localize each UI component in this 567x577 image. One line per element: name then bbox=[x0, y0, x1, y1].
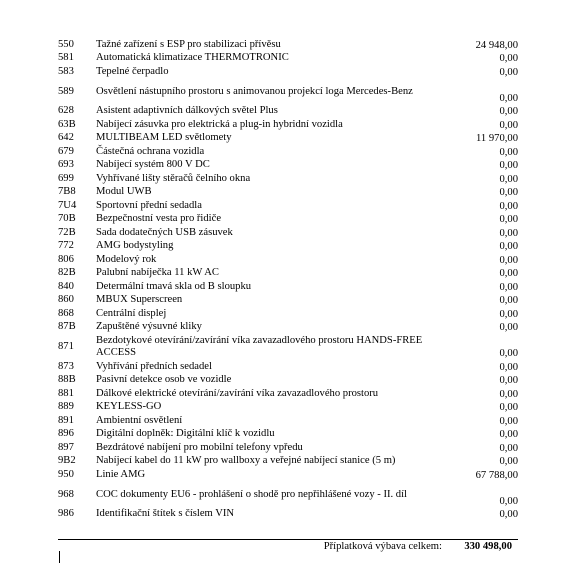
option-code: 550 bbox=[58, 38, 74, 50]
option-description: KEYLESS-GO bbox=[96, 401, 162, 413]
option-code: 581 bbox=[58, 52, 74, 64]
option-price: 0,00 bbox=[499, 281, 518, 293]
option-description: Digitální doplněk: Digitální klíč k vozidlu bbox=[96, 428, 275, 440]
table-row bbox=[58, 508, 518, 522]
table-row bbox=[58, 132, 518, 146]
option-code: 896 bbox=[58, 428, 74, 440]
option-description: Zapuštěné výsuvné kliky bbox=[96, 321, 202, 333]
option-code: 642 bbox=[58, 132, 74, 144]
table-row bbox=[58, 387, 518, 401]
total-row bbox=[58, 539, 518, 552]
option-price: 0,00 bbox=[499, 146, 518, 158]
option-code: 772 bbox=[58, 240, 74, 252]
option-price: 0,00 bbox=[499, 214, 518, 226]
option-price: 0,00 bbox=[499, 509, 518, 521]
option-description: Bezdotykové otevírání/zavírání víka zavazadlového prostoru HANDS-FREE ACCESS bbox=[96, 335, 423, 358]
table-row bbox=[58, 455, 518, 469]
option-code: 986 bbox=[58, 508, 74, 520]
option-description: Ambientní osvětlení bbox=[96, 414, 183, 426]
option-description: Tepelné čerpadlo bbox=[96, 65, 169, 77]
option-description: Bezpečnostní vesta pro řidiče bbox=[96, 213, 222, 225]
option-code: 589 bbox=[58, 85, 74, 97]
option-code: 88B bbox=[58, 374, 76, 386]
table-row bbox=[58, 145, 518, 159]
table-row bbox=[58, 213, 518, 227]
table-row bbox=[58, 360, 518, 374]
table-row bbox=[58, 441, 518, 455]
option-price: 0,00 bbox=[499, 53, 518, 65]
option-price: 0,00 bbox=[499, 361, 518, 373]
table-row bbox=[58, 414, 518, 428]
option-price: 0,00 bbox=[499, 388, 518, 400]
option-code: 881 bbox=[58, 387, 74, 399]
option-description: Modul UWB bbox=[96, 186, 152, 198]
table-row bbox=[58, 65, 518, 79]
option-description: Částečná ochrana vozidla bbox=[96, 145, 205, 157]
option-description: Sportovní přední sedadla bbox=[96, 199, 202, 211]
option-code: 950 bbox=[58, 468, 74, 480]
option-description: Palubní nabíječka 11 kW AC bbox=[96, 267, 219, 279]
table-row bbox=[58, 199, 518, 213]
option-description: Asistent adaptivních dálkových světel Plus bbox=[96, 105, 278, 117]
option-code: 82B bbox=[58, 267, 76, 279]
option-code: 9B2 bbox=[58, 455, 76, 467]
option-code: 72B bbox=[58, 226, 76, 238]
option-code: 871 bbox=[58, 341, 74, 353]
option-code: 7U4 bbox=[58, 199, 77, 211]
table-row bbox=[58, 38, 518, 52]
option-price: 0,00 bbox=[499, 402, 518, 414]
text-cursor bbox=[59, 551, 60, 563]
equipment-rows bbox=[58, 38, 518, 521]
option-description: Vyhřívané lišty stěračů čelního okna bbox=[96, 172, 251, 184]
option-price: 0,00 bbox=[499, 415, 518, 427]
option-description: Centrální displej bbox=[96, 307, 167, 319]
option-code: 87B bbox=[58, 321, 76, 333]
table-row bbox=[58, 240, 518, 254]
table-row bbox=[58, 374, 518, 388]
option-description: Dálkové elektrické otevírání/zavírání víka zavazadlového prostoru bbox=[96, 387, 379, 399]
option-description: Nabíjecí systém 800 V DC bbox=[96, 159, 210, 171]
table-row bbox=[58, 172, 518, 186]
option-code: 868 bbox=[58, 307, 74, 319]
table-row bbox=[58, 226, 518, 240]
option-price: 0,00 bbox=[499, 429, 518, 441]
option-price: 11 970,00 bbox=[476, 133, 518, 145]
option-price: 0,00 bbox=[499, 119, 518, 131]
option-price: 0,00 bbox=[499, 442, 518, 454]
option-price: 0,00 bbox=[499, 173, 518, 185]
option-description: COC dokumenty EU6 - prohlášení o shodě pro nepřihlášené vozy - II. díl bbox=[96, 488, 407, 500]
option-code: 628 bbox=[58, 105, 74, 117]
option-price: 0,00 bbox=[499, 348, 518, 360]
option-code: 889 bbox=[58, 401, 74, 413]
option-description: Determální tmavá skla od B sloupku bbox=[96, 280, 252, 292]
option-price: 0,00 bbox=[499, 254, 518, 266]
option-code: 806 bbox=[58, 253, 74, 265]
option-price: 0,00 bbox=[499, 308, 518, 320]
option-description: Pasivní detekce osob ve vozidle bbox=[96, 374, 232, 386]
option-code: 70B bbox=[58, 213, 76, 225]
option-price: 0,00 bbox=[499, 92, 518, 104]
option-description: Vyhřívání předních sedadel bbox=[96, 360, 212, 372]
option-code: 891 bbox=[58, 414, 74, 426]
option-price: 0,00 bbox=[499, 160, 518, 172]
table-row bbox=[58, 159, 518, 173]
table-row bbox=[58, 79, 518, 105]
option-description: Nabíjecí zásuvka pro elektrická a plug-in hybridní vozidla bbox=[96, 118, 343, 130]
option-description: MBUX Superscreen bbox=[96, 294, 183, 306]
table-row bbox=[58, 52, 518, 66]
option-code: 693 bbox=[58, 159, 74, 171]
option-code: 873 bbox=[58, 360, 74, 372]
option-price: 0,00 bbox=[499, 66, 518, 78]
table-row bbox=[58, 253, 518, 267]
table-row bbox=[58, 428, 518, 442]
table-row bbox=[58, 294, 518, 308]
option-price: 0,00 bbox=[499, 241, 518, 253]
option-description: Sada dodatečných USB zásuvek bbox=[96, 226, 233, 238]
option-price: 0,00 bbox=[499, 106, 518, 118]
option-description: Linie AMG bbox=[96, 468, 146, 480]
option-price: 0,00 bbox=[499, 322, 518, 334]
option-price: 67 788,00 bbox=[475, 469, 518, 481]
option-code: 679 bbox=[58, 145, 74, 157]
option-description: Osvětlení nástupního prostoru s animovanou projekcí loga Mercedes-Benz bbox=[96, 85, 413, 97]
table-row bbox=[58, 321, 518, 335]
option-price: 0,00 bbox=[499, 187, 518, 199]
option-price: 0,00 bbox=[499, 295, 518, 307]
option-price: 0,00 bbox=[499, 268, 518, 280]
total-label: Příplatková výbava celkem: bbox=[323, 541, 442, 552]
table-row bbox=[58, 307, 518, 321]
option-code: 63B bbox=[58, 118, 76, 130]
option-code: 583 bbox=[58, 65, 74, 77]
option-code: 897 bbox=[58, 441, 74, 453]
option-description: Modelový rok bbox=[96, 253, 157, 265]
equipment-list bbox=[58, 38, 518, 521]
table-row bbox=[58, 280, 518, 294]
option-code: 699 bbox=[58, 172, 74, 184]
option-description: MULTIBEAM LED světlomety bbox=[96, 132, 232, 144]
option-price: 0,00 bbox=[499, 495, 518, 507]
equipment-table bbox=[58, 38, 518, 521]
option-code: 860 bbox=[58, 294, 74, 306]
option-code: 840 bbox=[58, 280, 74, 292]
option-description: AMG bodystyling bbox=[96, 240, 174, 252]
option-price: 0,00 bbox=[499, 227, 518, 239]
total-value: 330 498,00 bbox=[464, 541, 512, 552]
table-row bbox=[58, 186, 518, 200]
table-row bbox=[58, 482, 518, 508]
table-row bbox=[58, 105, 518, 119]
table-row bbox=[58, 468, 518, 482]
option-price: 0,00 bbox=[499, 375, 518, 387]
option-price: 0,00 bbox=[499, 200, 518, 212]
option-description: Identifikační štítek s číslem VIN bbox=[96, 508, 235, 520]
option-price: 24 948,00 bbox=[475, 39, 518, 51]
option-description: Bezdrátové nabíjení pro mobilní telefony vpředu bbox=[96, 441, 303, 453]
option-description: Nabíjecí kabel do 11 kW pro wallboxy a veřejné nabíjecí stanice (5 m) bbox=[96, 455, 396, 467]
table-row bbox=[58, 401, 518, 415]
table-row bbox=[58, 118, 518, 132]
table-row bbox=[58, 334, 518, 360]
option-code: 7B8 bbox=[58, 186, 76, 198]
option-description: Tažné zařízení s ESP pro stabilizaci přívěsu bbox=[96, 38, 281, 50]
table-row bbox=[58, 267, 518, 281]
option-price: 0,00 bbox=[499, 456, 518, 468]
option-code: 968 bbox=[58, 488, 74, 500]
option-description: Automatická klimatizace THERMOTRONIC bbox=[96, 52, 289, 64]
